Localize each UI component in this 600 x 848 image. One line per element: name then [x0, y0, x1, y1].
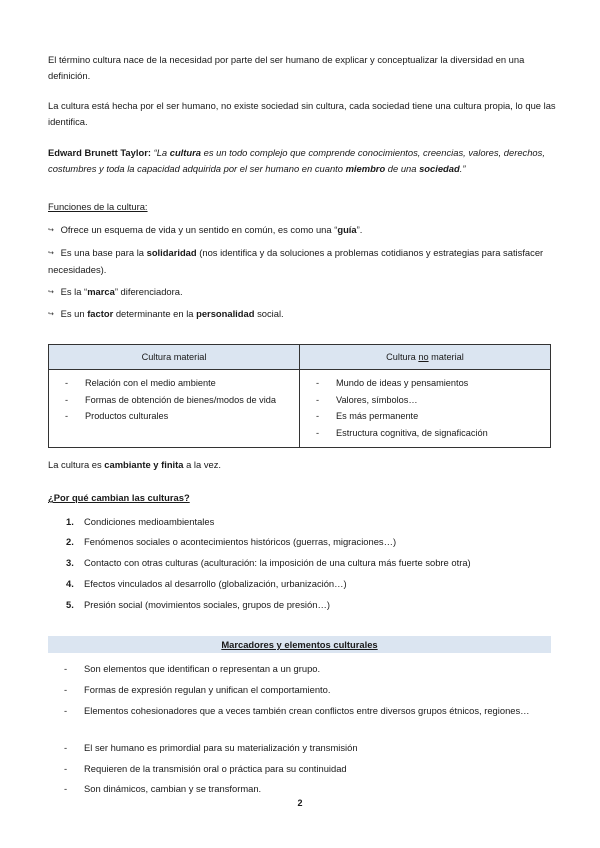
list-item-text: Elementos cohesionadores que a veces también crean conflictos entre diversos grupos étnicos, regiones… — [84, 705, 530, 716]
page-number: 2 — [297, 798, 303, 808]
function-item — [48, 306, 558, 323]
markers-heading-text: Marcadores y elementos culturales — [221, 639, 378, 650]
list-item — [308, 425, 542, 442]
list-item-text: Estructura cognitiva, de signaficación — [336, 427, 488, 438]
quote-text: de una — [385, 163, 420, 174]
list-item — [57, 375, 291, 392]
change-heading-text: ¿Por qué cambian las culturas? — [48, 492, 190, 503]
sentence-keyword: cambiante y finita — [104, 459, 184, 470]
function-keyword: guía — [337, 224, 357, 235]
list-item-text: Valores, símbolos… — [336, 394, 418, 405]
item-text: Presión social (movimientos sociales, grupos de presión…) — [84, 599, 330, 610]
function-text: ” diferenciadora. — [114, 286, 183, 297]
header-text: Cultura — [386, 352, 419, 362]
header-text: material — [428, 352, 464, 362]
list-item-text: Relación con el medio ambiente — [85, 378, 216, 388]
function-item — [48, 245, 558, 278]
list-item-text: Productos culturales — [85, 411, 169, 421]
list-item-text: Son dinámicos, cambian y se transforman. — [84, 783, 262, 794]
item-text: Efectos vinculados al desarrollo (globalización, urbanización…) — [84, 578, 347, 589]
list-item — [308, 375, 542, 392]
function-keyword: factor — [87, 308, 114, 319]
function-text: Es una base para la — [60, 247, 147, 258]
change-sentence — [48, 457, 558, 473]
item-number: 4. — [66, 578, 74, 589]
quote-text: “La — [150, 147, 170, 158]
numbered-item — [66, 534, 556, 550]
sentence-text: La cultura es — [48, 459, 105, 470]
function-text: Es un — [60, 308, 88, 319]
list-item — [64, 682, 554, 698]
header-text-underlined: no — [418, 352, 429, 362]
dash-bullet: - — [65, 378, 69, 388]
list-item — [64, 761, 554, 777]
function-text: (nos identifica y da soluciones a problemas cotidianos y estrategias para satisfacer necesidades). — [48, 247, 544, 275]
dash-bullet: - — [64, 763, 68, 774]
list-item-text: El ser humano es primordial para su materialización y transmisión — [84, 742, 358, 753]
list-item — [64, 781, 554, 797]
numbered-item — [66, 576, 556, 592]
list-item — [64, 661, 554, 677]
function-text: ”. — [356, 224, 363, 235]
arrow-icon: ↪ — [48, 227, 54, 234]
quote-text: .” — [459, 163, 466, 174]
quote-author: Edward Brunett Taylor: — [48, 147, 151, 158]
item-number: 3. — [66, 557, 74, 568]
functions-heading-text: Funciones de la cultura: — [48, 201, 148, 212]
item-number: 2. — [66, 536, 74, 547]
list-item-text: Formas de expresión regulan y unifican el comportamiento. — [84, 684, 331, 695]
function-text: determinante en la — [113, 308, 197, 319]
taylor-quote — [48, 145, 558, 177]
dash-bullet: - — [65, 394, 69, 405]
list-item-text: Requieren de la transmisión oral o práctica para su continuidad — [84, 763, 347, 774]
numbered-item — [66, 597, 556, 613]
intro-paragraph-2: La cultura está hecha por el ser humano, no existe sociedad sin cultura, cada sociedad tiene una cultura propia, lo que las identifica. — [48, 100, 556, 127]
item-text: Condiciones medioambientales — [84, 516, 215, 527]
numbered-item — [66, 555, 556, 571]
item-text: Contacto con otras culturas (aculturación: la imposición de una cultura más fuerte sobre otra) — [84, 557, 471, 568]
dash-bullet: - — [64, 705, 68, 716]
function-keyword: marca — [87, 286, 115, 297]
item-number: 1. — [66, 516, 74, 527]
function-item — [48, 222, 558, 239]
arrow-icon: ↪ — [48, 289, 54, 296]
function-text: social. — [254, 308, 284, 319]
table-cell-material — [49, 370, 300, 448]
list-item — [64, 740, 554, 756]
list-item-text: Formas de obtención de bienes/modos de vida — [85, 394, 277, 405]
change-heading — [48, 490, 558, 506]
markers-heading — [48, 636, 551, 653]
table-cell-non-material — [300, 370, 551, 448]
quote-keyword: cultura — [169, 147, 201, 158]
dash-bullet: - — [65, 411, 69, 421]
dash-bullet: - — [316, 411, 320, 421]
list-item — [308, 392, 542, 409]
table-header-non-material — [300, 345, 551, 370]
list-item — [64, 703, 554, 719]
arrow-icon: ↪ — [48, 311, 54, 318]
list-item-text: Son elementos que identifican o representan a un grupo. — [84, 663, 321, 674]
function-keyword: personalidad — [196, 308, 255, 319]
function-item — [48, 284, 558, 301]
arrow-icon: ↪ — [48, 250, 54, 257]
function-text: Es la “ — [60, 286, 88, 297]
dash-bullet: - — [64, 742, 68, 753]
numbered-item — [66, 514, 556, 530]
dash-bullet: - — [64, 684, 68, 695]
dash-bullet: - — [64, 663, 68, 674]
dash-bullet: - — [316, 427, 320, 438]
quote-text: es un todo complejo que comprende conocimientos, creencias, valores, derechos, costumbres y toda la capacidad adquirida por el ser humano en cuanto — [48, 147, 545, 174]
functions-heading — [48, 199, 558, 215]
function-keyword: solidaridad — [146, 247, 197, 258]
list-item — [57, 392, 291, 409]
list-item — [308, 408, 542, 425]
item-text: Fenómenos sociales o acontecimientos históricos (guerras, migraciones…) — [84, 536, 397, 547]
list-item-text: Mundo de ideas y pensamientos — [336, 378, 469, 388]
dash-bullet: - — [64, 783, 68, 794]
sentence-text: a la vez. — [183, 459, 222, 470]
function-text: Ofrece un esquema de vida y un sentido en común, es como una “ — [60, 224, 338, 235]
quote-keyword: miembro — [345, 163, 386, 174]
list-item-text: Es más permanente — [336, 411, 419, 421]
item-number: 5. — [66, 599, 74, 610]
dash-bullet: - — [316, 378, 320, 388]
table-header-material: Cultura material — [49, 345, 300, 370]
quote-keyword: sociedad — [419, 163, 460, 174]
intro-paragraph-1: El término cultura nace de la necesidad por parte del ser humano de explicar y conceptualizar la diversidad en una definición. — [48, 54, 525, 81]
list-item — [57, 408, 291, 425]
culture-table — [48, 344, 551, 448]
dash-bullet: - — [316, 394, 320, 405]
